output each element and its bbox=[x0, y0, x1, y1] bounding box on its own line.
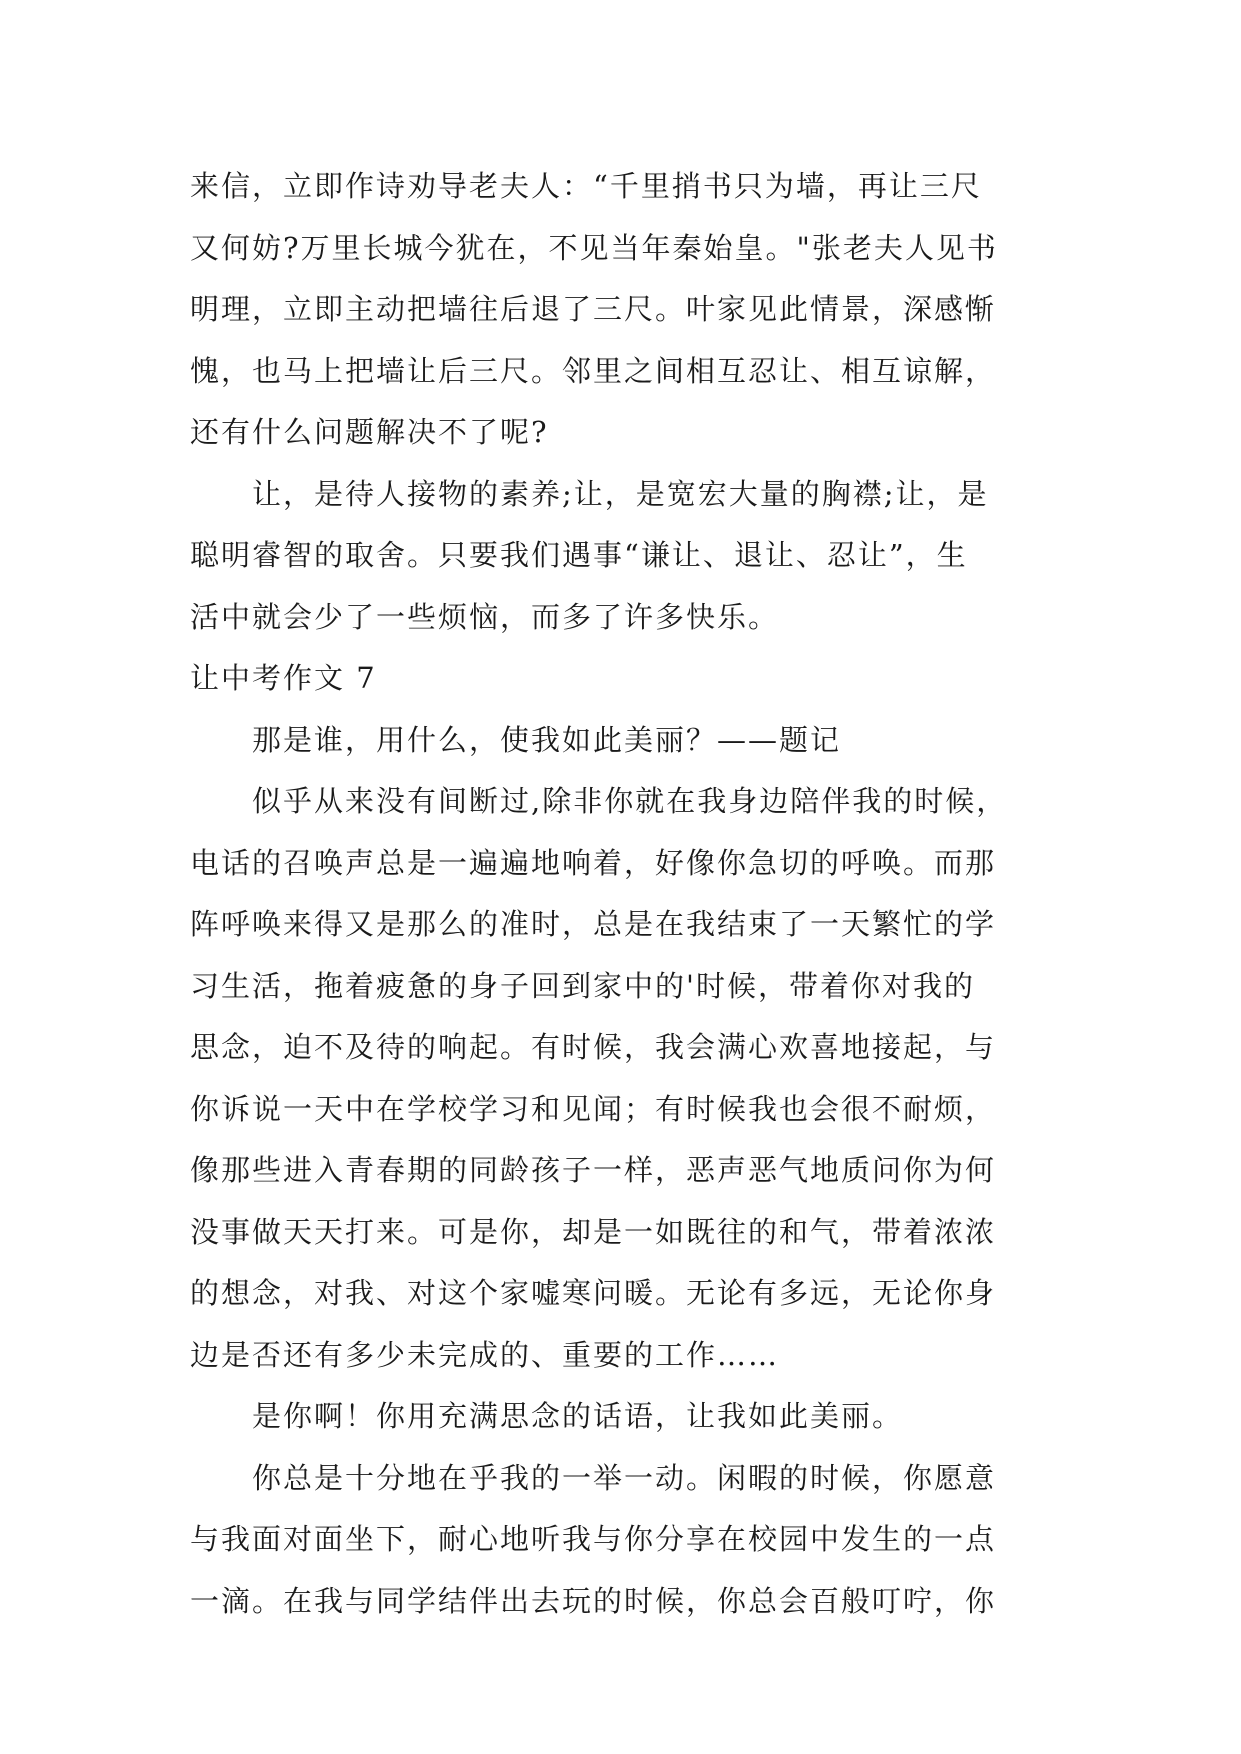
text-line: 习生活，拖着疲惫的身子回到家中的'时候，带着你对我的 bbox=[190, 968, 975, 1003]
text-line: 来信，立即作诗劝导老夫人：“千里捎书只为墙，再让三尺 bbox=[190, 169, 982, 203]
text-line: 又何妨?万里长城今犹在，不见当年秦始皇。"张老夫人见书 bbox=[190, 230, 998, 265]
text-line: 明理，立即主动把墙往后退了三尺。叶家见此情景，深感惭 bbox=[190, 292, 997, 326]
text-line: 阵呼唤来得又是那么的准时，总是在我结束了一天繁忙的学 bbox=[190, 907, 997, 941]
text-line: 电话的召唤声总是一遍遍地响着，好像你急切的呼唤。而那 bbox=[190, 845, 997, 880]
text-line: 边是否还有多少未完成的、重要的工作…… bbox=[190, 1337, 780, 1372]
text-line: 还有什么问题解决不了呢? bbox=[190, 415, 549, 449]
text-line: 像那些进入青春期的同龄孩子一样，恶声恶气地质问你为何 bbox=[190, 1153, 997, 1187]
text-line: 让，是待人接物的素养;让，是宽宏大量的胸襟;让，是 bbox=[252, 476, 989, 511]
text-line: 你诉说一天中在学校学习和见闻；有时候我也会很不耐烦， bbox=[190, 1091, 997, 1126]
text-line: 那是谁，用什么，使我如此美丽？——题记 bbox=[252, 722, 842, 757]
text-line: 思念，迫不及待的响起。有时候，我会满心欢喜地接起，与 bbox=[190, 1030, 997, 1064]
text-line: 是你啊！你用充满思念的话语，让我如此美丽。 bbox=[252, 1399, 904, 1433]
text-line: 活中就会少了一些烦恼，而多了许多快乐。 bbox=[190, 599, 780, 634]
text-line: 似乎从来没有间断过,除非你就在我身边陪伴我的时候， bbox=[252, 784, 1008, 818]
text-line: 聪明睿智的取舍。只要我们遇事“谦让、退让、忍让”，生 bbox=[190, 538, 968, 572]
text-line: 一滴。在我与同学结伴出去玩的时候，你总会百般叮咛，你 bbox=[190, 1583, 997, 1618]
text-line: 没事做天天打来。可是你，却是一如既往的和气，带着浓浓 bbox=[190, 1214, 997, 1249]
text-line: 愧，也马上把墙让后三尺。邻里之间相互忍让、相互谅解， bbox=[190, 353, 997, 388]
text-line: 与我面对面坐下，耐心地听我与你分享在校园中发生的一点 bbox=[190, 1522, 997, 1556]
text-line: 的想念，对我、对这个家嘘寒问暖。无论有多远，无论你身 bbox=[190, 1276, 997, 1310]
document-body bbox=[190, 156, 1060, 1632]
text-line: 你总是十分地在乎我的一举一动。闲暇的时候，你愿意 bbox=[252, 1460, 997, 1495]
section-heading: 让中考作文 7 bbox=[190, 661, 377, 695]
